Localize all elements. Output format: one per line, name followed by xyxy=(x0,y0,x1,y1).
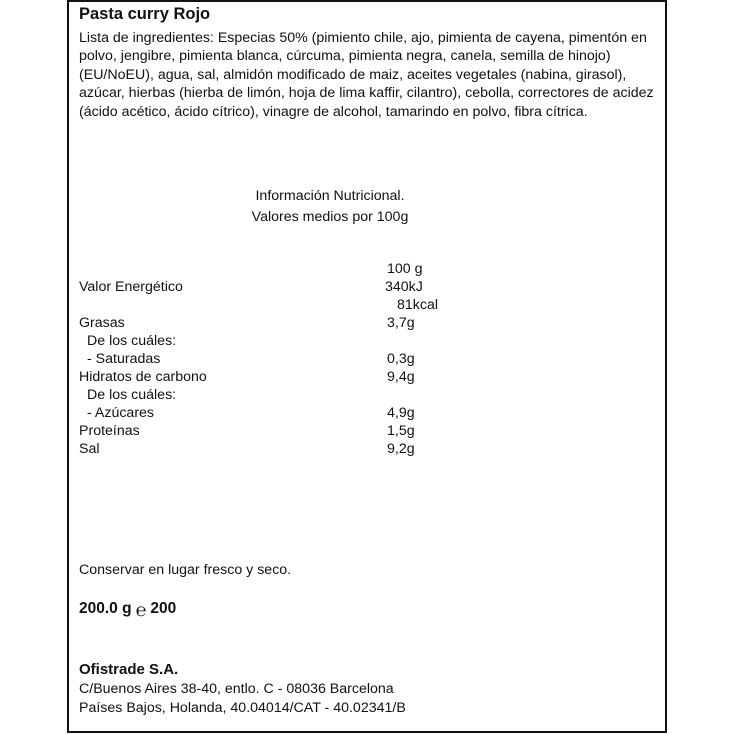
storage-instructions: Conservar en lugar fresco y seco. xyxy=(79,562,292,578)
manufacturer-address-line2: Países Bajos, Holanda, 40.04014/CAT - 40.02341/B xyxy=(79,700,406,716)
manufacturer-name: Ofistrade S.A. xyxy=(79,661,179,678)
nutrient-value: 3,7g xyxy=(387,315,415,331)
nutrient-value: 9,2g xyxy=(387,441,415,457)
nutrient-label: Grasas xyxy=(79,315,125,331)
nutrient-value: 1,5g xyxy=(387,423,415,439)
nutrient-label: - Saturadas xyxy=(87,351,161,367)
nutrient-label: De los cuáles: xyxy=(87,387,177,403)
estimated-sign-icon: ℮ xyxy=(135,600,147,620)
nutrient-value: 9,4g xyxy=(387,369,415,385)
label-frame xyxy=(67,0,667,733)
product-title: Pasta curry Rojo xyxy=(79,5,211,23)
nutrition-subheading: Valores medios por 100g xyxy=(251,209,409,225)
nutrient-label: Sal xyxy=(79,441,100,457)
net-weight-value: 200 xyxy=(150,600,177,617)
nutrition-column-header: 100 g xyxy=(387,261,423,277)
nutrient-label: Hidratos de carbono xyxy=(79,369,207,385)
nutrient-value: 0,3g xyxy=(387,351,415,367)
nutrient-label: - Azúcares xyxy=(87,405,155,421)
net-weight xyxy=(79,600,176,618)
energy-kj-value: 340kJ xyxy=(385,279,423,295)
nutrient-label: De los cuáles: xyxy=(87,333,177,349)
energy-kcal-value: 81kcal xyxy=(397,297,439,313)
energy-label: Valor Energético xyxy=(79,279,183,295)
nutrient-value: 4,9g xyxy=(387,405,415,421)
net-weight-amount: 200.0 g xyxy=(79,600,132,617)
manufacturer-address-line1: C/Buenos Aires 38-40, entlo. C - 08036 Barcelona xyxy=(79,681,394,697)
nutrient-label: Proteínas xyxy=(79,423,140,439)
nutrition-heading: Información Nutricional. xyxy=(255,188,405,204)
ingredients-list: Lista de ingredientes: Especias 50% (pimiento chile, ajo, pimienta de cayena, pimentón en polvo, jengibre, pimienta blanca, cúrcuma, pimienta negra, canela, semilla de hinojo) (EU/NoEU), agua, sal, almidón modificado de maiz, aceites vegetales (nabina, girasol), azúcar, hierbas (hierba de limón, hoja de lima kaffir, cilantro), cebolla, correctores de acidez (ácido acético, ácido cítrico), vinagre de alcohol, tamarindo en polvo, fibra cítrica. xyxy=(79,30,654,120)
